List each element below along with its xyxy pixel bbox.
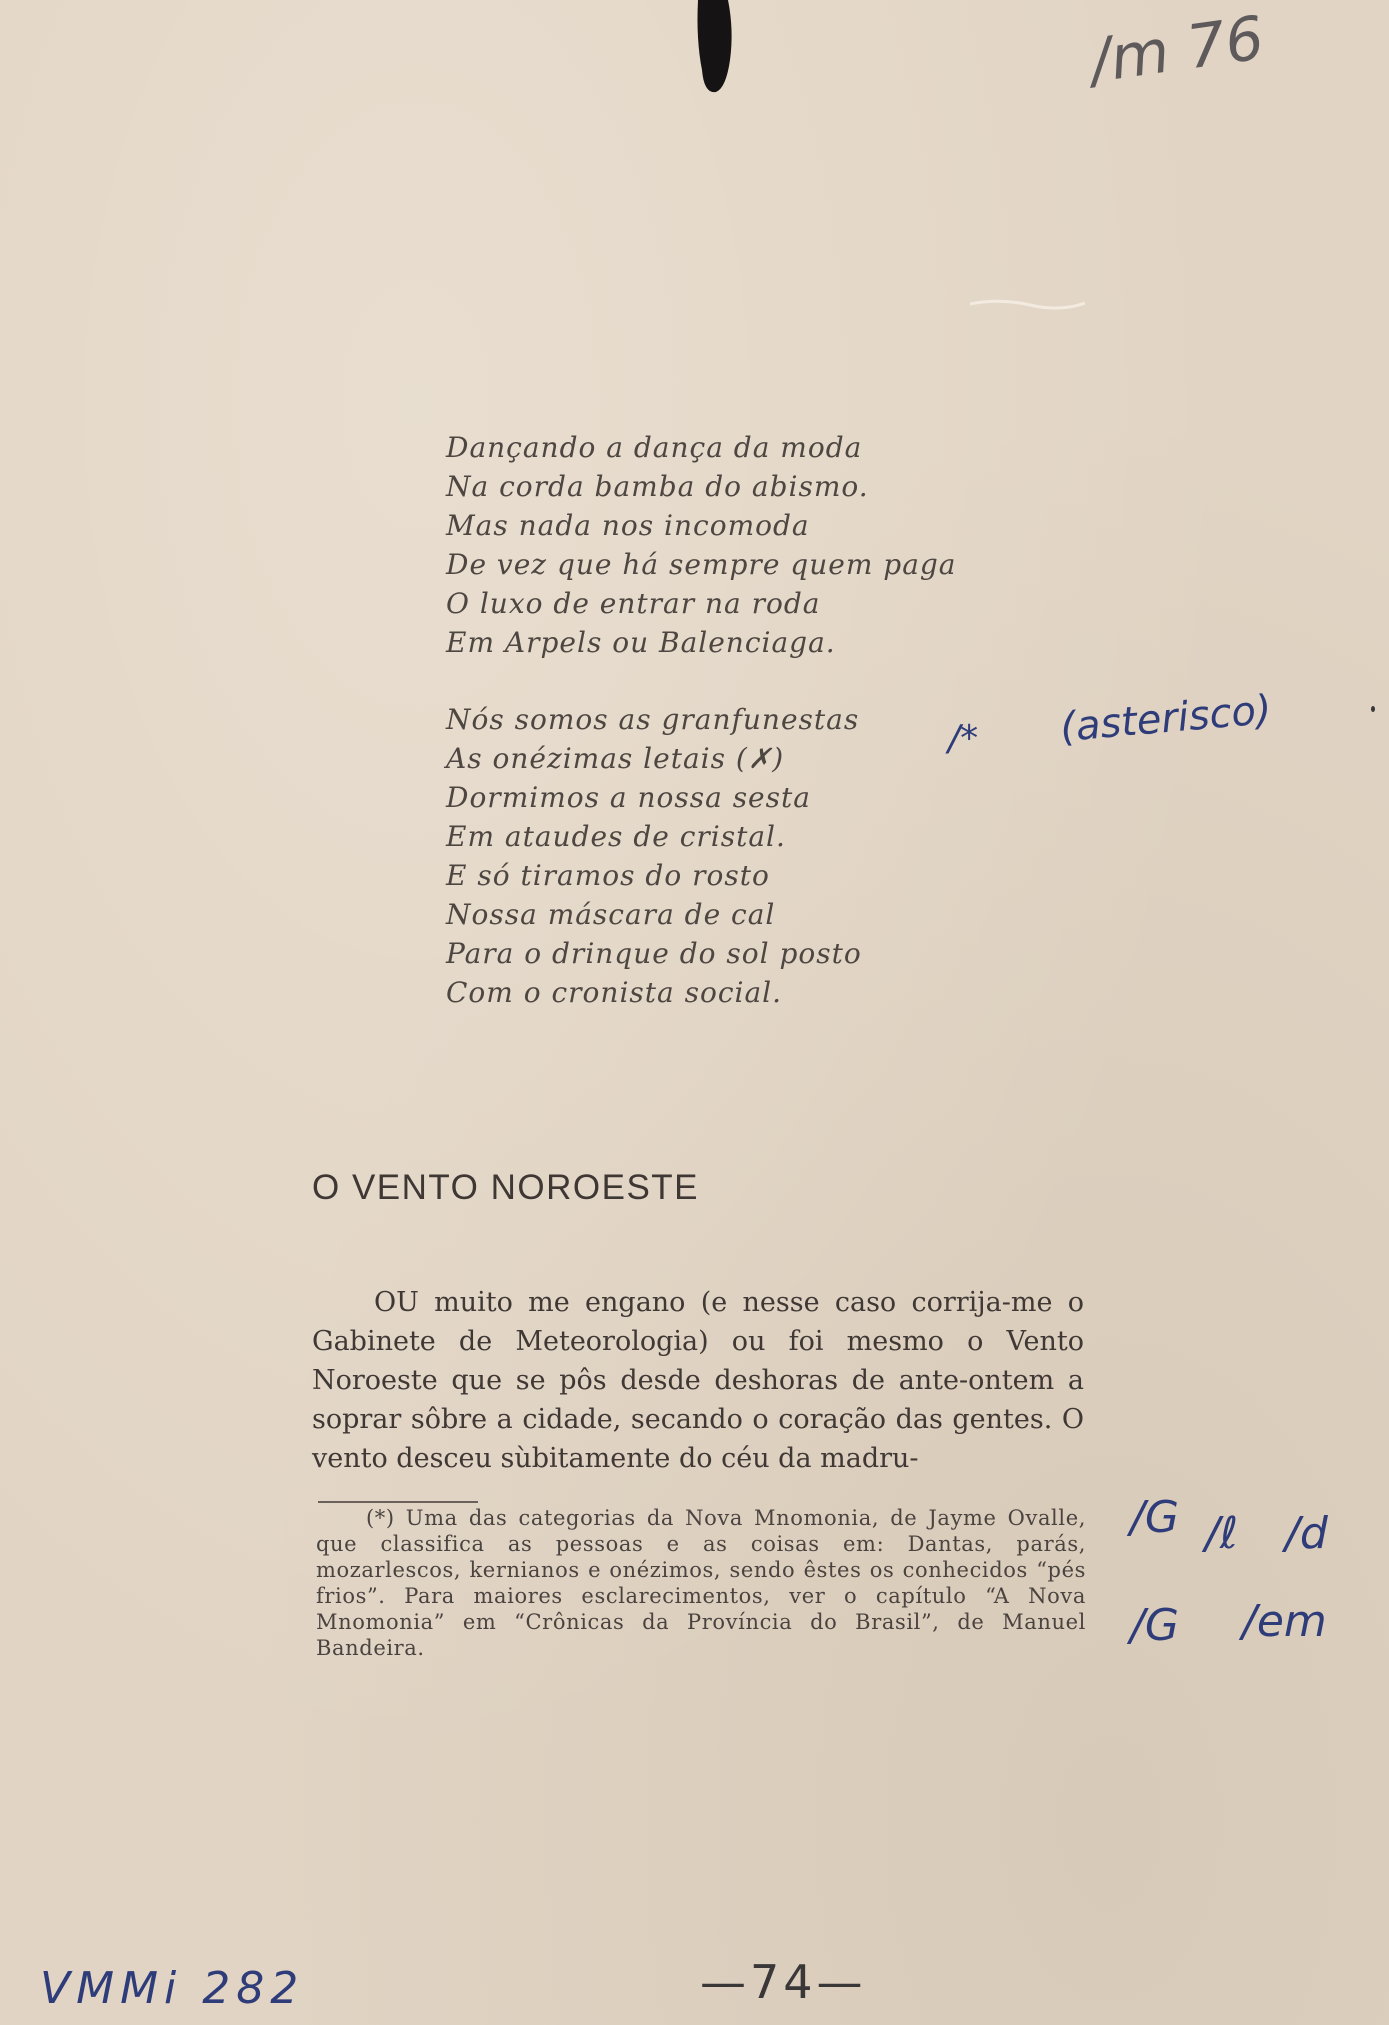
poem-line: Em ataudes de cristal. [446,820,786,853]
proof-mark: /ℓ [1205,1508,1238,1559]
archive-mark: /m 76 [1085,3,1269,97]
poem-line: Com o cronista social. [446,976,783,1009]
proof-mark: /G [1130,1492,1179,1543]
ink-dot [1371,706,1375,712]
footnote [316,1505,1086,1661]
poem-line: E só tiramos do rosto [446,859,770,892]
ink-blot [690,0,738,95]
footnote-divider [318,1501,478,1503]
article-heading: O VENTO NOROESTE [312,1168,700,1207]
poem-line: Na corda bamba do abismo. [446,470,869,503]
poem-line: Nossa máscara de cal [446,898,776,931]
poem-stanza-1 [446,428,957,662]
article-paragraph: OU muito me engano (e nesse caso corrija-me o Gabinete de Meteorologia) ou foi mesmo o Vento Noroeste que se pôs desde deshoras de ante-ontem a soprar sôbre a cidade, secando o coração das gentes. O vento desceu sùbitamente do céu da madru- [312,1287,1084,1474]
proof-mark: /em [1242,1596,1327,1647]
poem-line: Mas nada nos incomoda [446,509,810,542]
footnote-text: (*) Uma das categorias da Nova Mnomonia, de Jayme Ovalle, que classifica as pessoas e as coisas em: Dantas, parás, mozarlescos, kernianos e onézimos, sendo êstes os conhecidos “pés frios”. Para maiores esclarecimentos, ver o capítulo “A Nova Mnomonia” em “Crônicas da Província do Brasil”, de Manuel Bandeira. [316,1506,1086,1660]
handwritten-asterisk-mark: /* [948,718,979,759]
poem-line: As onézimas letais (✗) [446,742,785,775]
proof-mark: /G [1130,1600,1179,1651]
proof-mark: /d [1285,1508,1328,1559]
poem-line: Em Arpels ou Balenciaga. [446,626,836,659]
poem-line: Dormimos a nossa sesta [446,781,811,814]
poem-line: Nós somos as granfunestas [446,703,860,736]
poem-line: Dançando a dança da moda [446,431,863,464]
article-body [312,1283,1084,1478]
poem-line: De vez que há sempre quem paga [446,548,957,581]
archive-code: VMMi 282 [40,1963,305,2014]
handwritten-note-asterisco: (asterisco) [1058,686,1274,752]
page-number: —74— [700,1955,867,2009]
paper-crease [970,296,1085,312]
poem-line: Para o drinque do sol posto [446,937,862,970]
poem-line: O luxo de entrar na roda [446,587,821,620]
poem-stanza-2 [446,700,862,1012]
